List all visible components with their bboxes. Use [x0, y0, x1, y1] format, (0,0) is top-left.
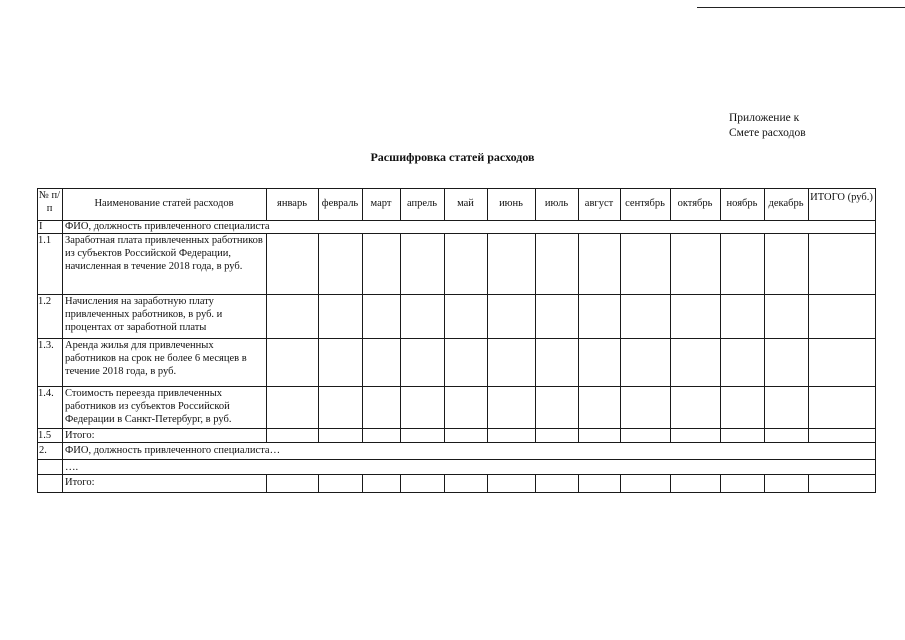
value-cell[interactable] — [318, 338, 362, 386]
value-cell[interactable] — [720, 338, 764, 386]
value-cell[interactable] — [620, 233, 670, 294]
appendix-line-2: Смете расходов — [729, 127, 806, 139]
appendix-line-1: Приложение к — [729, 112, 800, 124]
section-1-label: ФИО, должность привлеченного специалиста — [65, 221, 270, 232]
value-cell[interactable] — [362, 233, 400, 294]
row-number: 1.2 — [38, 296, 52, 307]
row-number: 1.5 — [38, 430, 52, 441]
row-label: Начисления на заработную плату привлеченных работников, в руб. и процентах от заработной платы — [65, 296, 223, 334]
value-cell[interactable] — [670, 428, 720, 442]
value-cell[interactable] — [764, 294, 808, 338]
header-month: февраль — [321, 198, 359, 209]
value-cell[interactable] — [670, 233, 720, 294]
value-cell[interactable] — [764, 233, 808, 294]
value-cell[interactable] — [535, 294, 578, 338]
value-cell[interactable] — [808, 338, 875, 386]
value-cell[interactable] — [720, 386, 764, 428]
header-month: декабрь — [768, 198, 804, 209]
value-cell[interactable] — [808, 474, 875, 492]
value-cell[interactable] — [487, 294, 535, 338]
header-month: апрель — [406, 198, 438, 209]
value-cell[interactable] — [444, 294, 487, 338]
value-cell[interactable] — [764, 338, 808, 386]
value-cell[interactable] — [535, 233, 578, 294]
value-cell[interactable] — [578, 338, 620, 386]
value-cell[interactable] — [444, 474, 487, 492]
final-total-label: Итого: — [65, 477, 95, 488]
value-cell[interactable] — [487, 386, 535, 428]
value-cell[interactable] — [620, 294, 670, 338]
value-cell[interactable] — [444, 233, 487, 294]
value-cell[interactable] — [266, 474, 318, 492]
section-2-label: ФИО, должность привлеченного специалиста… — [65, 445, 281, 456]
ellipsis-row: …. — [65, 462, 79, 473]
value-cell[interactable] — [266, 428, 318, 442]
value-cell[interactable] — [444, 338, 487, 386]
value-cell[interactable] — [487, 233, 535, 294]
value-cell[interactable] — [620, 386, 670, 428]
section-2-number: 2. — [39, 445, 47, 456]
value-cell[interactable] — [266, 386, 318, 428]
value-cell[interactable] — [266, 233, 318, 294]
value-cell[interactable] — [764, 386, 808, 428]
value-cell[interactable] — [318, 474, 362, 492]
value-cell[interactable] — [487, 338, 535, 386]
value-cell[interactable] — [400, 294, 444, 338]
value-cell[interactable] — [266, 338, 318, 386]
value-cell[interactable] — [720, 474, 764, 492]
document-title: Расшифровка статей расходов — [370, 150, 535, 164]
value-cell[interactable] — [720, 294, 764, 338]
value-cell[interactable] — [535, 474, 578, 492]
value-cell[interactable] — [620, 474, 670, 492]
header-total: ИТОГО (руб.) — [810, 192, 873, 203]
value-cell[interactable] — [670, 386, 720, 428]
value-cell[interactable] — [670, 294, 720, 338]
value-cell[interactable] — [764, 428, 808, 442]
row-label: Заработная плата привлеченных работников из субъектов Российской Федерации, начисленная в течение 2018 года, в руб. — [65, 235, 263, 273]
value-cell[interactable] — [578, 233, 620, 294]
row-number: 1.3. — [38, 340, 54, 351]
header-month: июнь — [499, 198, 523, 209]
header-month: май — [457, 198, 474, 209]
value-cell[interactable] — [362, 386, 400, 428]
value-cell[interactable] — [808, 233, 875, 294]
header-name: Наименование статей расходов — [94, 198, 234, 209]
value-cell[interactable] — [362, 428, 400, 442]
value-cell[interactable] — [535, 428, 578, 442]
table-rule-v — [875, 188, 876, 492]
value-cell[interactable] — [670, 474, 720, 492]
header-month: январь — [277, 198, 307, 209]
value-cell[interactable] — [620, 428, 670, 442]
value-cell[interactable] — [444, 428, 487, 442]
value-cell[interactable] — [318, 428, 362, 442]
value-cell[interactable] — [487, 428, 535, 442]
header-month: июль — [544, 198, 569, 209]
header-number: № п/п — [38, 190, 61, 215]
value-cell[interactable] — [400, 428, 444, 442]
value-cell[interactable] — [764, 474, 808, 492]
value-cell[interactable] — [444, 386, 487, 428]
value-cell[interactable] — [400, 474, 444, 492]
table-rule-h — [37, 492, 876, 493]
header-month: март — [370, 198, 392, 209]
value-cell[interactable] — [318, 386, 362, 428]
row-number: 1.1 — [38, 235, 52, 246]
value-cell[interactable] — [318, 233, 362, 294]
value-cell[interactable] — [362, 474, 400, 492]
row-label: Аренда жилья для привлеченных работников на срок не более 6 месяцев в течение 2018 года, в руб. — [65, 340, 247, 378]
header-month: октябрь — [677, 198, 713, 209]
value-cell[interactable] — [400, 338, 444, 386]
value-cell[interactable] — [720, 233, 764, 294]
value-cell[interactable] — [487, 474, 535, 492]
row-number: 1.4. — [38, 388, 54, 399]
value-cell[interactable] — [578, 474, 620, 492]
value-cell[interactable] — [578, 386, 620, 428]
header-month: сентябрь — [625, 198, 665, 209]
value-cell[interactable] — [400, 233, 444, 294]
value-cell[interactable] — [578, 428, 620, 442]
value-cell[interactable] — [266, 294, 318, 338]
value-cell[interactable] — [362, 338, 400, 386]
value-cell[interactable] — [670, 338, 720, 386]
value-cell[interactable] — [720, 428, 764, 442]
row-label: Итого: — [65, 430, 95, 441]
value-cell[interactable] — [535, 386, 578, 428]
value-cell[interactable] — [808, 294, 875, 338]
value-cell[interactable] — [578, 294, 620, 338]
header-month: ноябрь — [726, 198, 758, 209]
value-cell[interactable] — [318, 294, 362, 338]
value-cell[interactable] — [362, 294, 400, 338]
value-cell[interactable] — [808, 428, 875, 442]
section-1-number: I — [39, 221, 43, 232]
value-cell[interactable] — [808, 386, 875, 428]
value-cell[interactable] — [620, 338, 670, 386]
row-label: Стоимость переезда привлеченных работников из субъектов Российской Федерации в Санкт-Петербург, в руб. — [65, 388, 232, 426]
value-cell[interactable] — [535, 338, 578, 386]
header-month: август — [584, 198, 614, 209]
value-cell[interactable] — [400, 386, 444, 428]
